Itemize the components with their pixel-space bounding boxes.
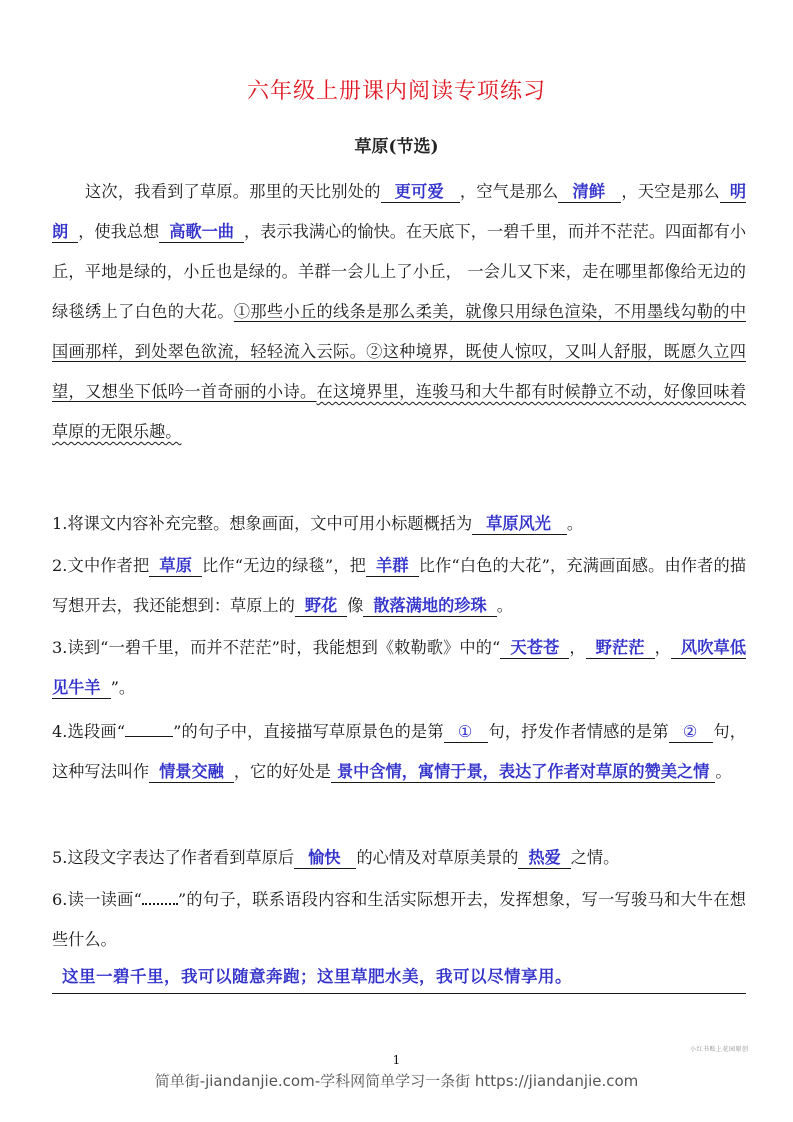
answer-blank[interactable]: 高歌一曲: [159, 222, 244, 243]
question-5: [52, 838, 746, 878]
question-text: 像: [347, 596, 364, 615]
question-text: 的心情及对草原美景的: [356, 848, 519, 867]
question-text: 5.这段文字表达了作者看到草原后: [52, 848, 295, 867]
underline-sample: [125, 719, 173, 737]
question-text: 6.读一读画“: [52, 890, 142, 909]
question-text: 4.选段画“: [52, 722, 126, 741]
question-text: 3.读到“一碧千里，而并不茫茫”时，我能想到《敕勒歌》中的“: [52, 638, 501, 657]
wavy-underlined-sentence: 在这境界里，连骏马和大牛都有时候静立不动，好像回味着草原的无限乐趣。: [52, 382, 747, 441]
question-text: 。: [496, 596, 513, 615]
question-text: ，它的好处是: [233, 762, 331, 781]
page-title: 六年级上册课内阅读专项练习: [246, 79, 546, 104]
question-text: 之情。: [570, 848, 620, 867]
passage-text: 这次，我看到了草原。那里的天比别处的: [85, 182, 381, 201]
answer-blank[interactable]: 天苍苍: [500, 638, 569, 659]
question-text: 句，抒发作者情感的是第: [488, 722, 669, 741]
passage-text: ，空气是那么: [459, 182, 559, 201]
answer-blank[interactable]: 更可爱: [381, 182, 460, 203]
answer-blank[interactable]: ①: [444, 722, 489, 743]
watermark-stamp: 小红书账上花园原创: [690, 1046, 749, 1053]
passage-title: 草原(节选): [354, 137, 439, 157]
answer-blank[interactable]: 明朗: [52, 182, 747, 241]
answer-blank[interactable]: 热爱: [518, 848, 570, 869]
reading-passage: [52, 172, 746, 452]
underlined-sentence-1: ①那些小丘的线条是那么柔美，就像只用绿色渲染，不用墨线勾勒的中国画那样，到处翠色欲流，轻轻流入云际。: [52, 302, 747, 361]
question-text: 比作“白色的大花”，充满画面感。由作者的描写想开去，我还能想到：草原上的: [52, 556, 747, 615]
question-text: 。: [715, 762, 732, 781]
answer-blank[interactable]: 散落满地的珍珠: [363, 596, 496, 617]
answer-blank[interactable]: 风吹草低见牛羊: [52, 638, 747, 697]
underlined-sentence-2: ②这种境界，既使人惊叹，又叫人舒服，既愿久立四望，又想坐下低吟一首奇丽的小诗。: [52, 342, 746, 401]
wavy-line-sample: [142, 887, 178, 905]
answer-blank[interactable]: 草原: [149, 556, 202, 577]
question-1: [52, 504, 746, 544]
answer-blank[interactable]: 情景交融: [149, 762, 234, 783]
question-6: [52, 880, 746, 960]
page-number: 1: [392, 1053, 401, 1067]
question-text: ”的句子，联系语段内容和生活实际想开去，发挥想象，写一写骏马和大牛在想些什么。: [52, 890, 746, 949]
question-text: 比作“无边的绿毯”，把: [202, 556, 367, 575]
answer-blank[interactable]: 草原风光: [472, 514, 567, 535]
question-2: [52, 546, 746, 626]
passage-text: ，使我总想: [78, 222, 160, 241]
question-text: 。: [566, 514, 584, 533]
answer-blank[interactable]: 野花: [295, 596, 347, 617]
question-text: ，: [569, 638, 586, 657]
passage-text: ，天空是那么: [621, 182, 720, 201]
question-text: ”。: [110, 678, 136, 697]
passage-paragraph: [52, 172, 746, 452]
question-text: ，: [654, 638, 671, 657]
question-text: ”的句子中，直接描写草原景色的是第: [173, 722, 444, 741]
answer-blank[interactable]: ②: [669, 722, 714, 743]
question-3: [52, 628, 746, 708]
answer-blank[interactable]: 愉快: [294, 848, 356, 869]
answer-blank[interactable]: 清鲜: [558, 182, 621, 203]
question-text: 2.文中作者把: [52, 556, 150, 575]
question-text: 1.将课文内容补充完整。想象画面，文中可用小标题概括为: [52, 514, 473, 533]
question-text: 句，这种写法叫作: [52, 722, 746, 781]
answer-blank[interactable]: 野茫茫: [586, 638, 655, 659]
answer-line-q6[interactable]: 这里一碧千里，我可以随意奔跑；这里草肥水美，我可以尽情享用。: [52, 962, 746, 994]
passage-text: ，表示我满心的愉快。在天底下，一碧千里，而并不茫茫。四面都有小丘，平地是绿的，小丘也是绿的。羊群一会儿上了小丘， 一会儿又下来，走在哪里都像给无边的绿毯绣上了白色的大花。: [52, 222, 747, 321]
answer-blank[interactable]: 羊群: [366, 556, 419, 577]
answer-blank[interactable]: 景中含情，寓情于景，表达了作者对草原的赞美之情: [331, 762, 715, 783]
question-4: [52, 712, 746, 792]
site-footer: 简单街-jiandanjie.com-学科网简单学习一条街 https://jiandanjie.com: [154, 1072, 639, 1090]
